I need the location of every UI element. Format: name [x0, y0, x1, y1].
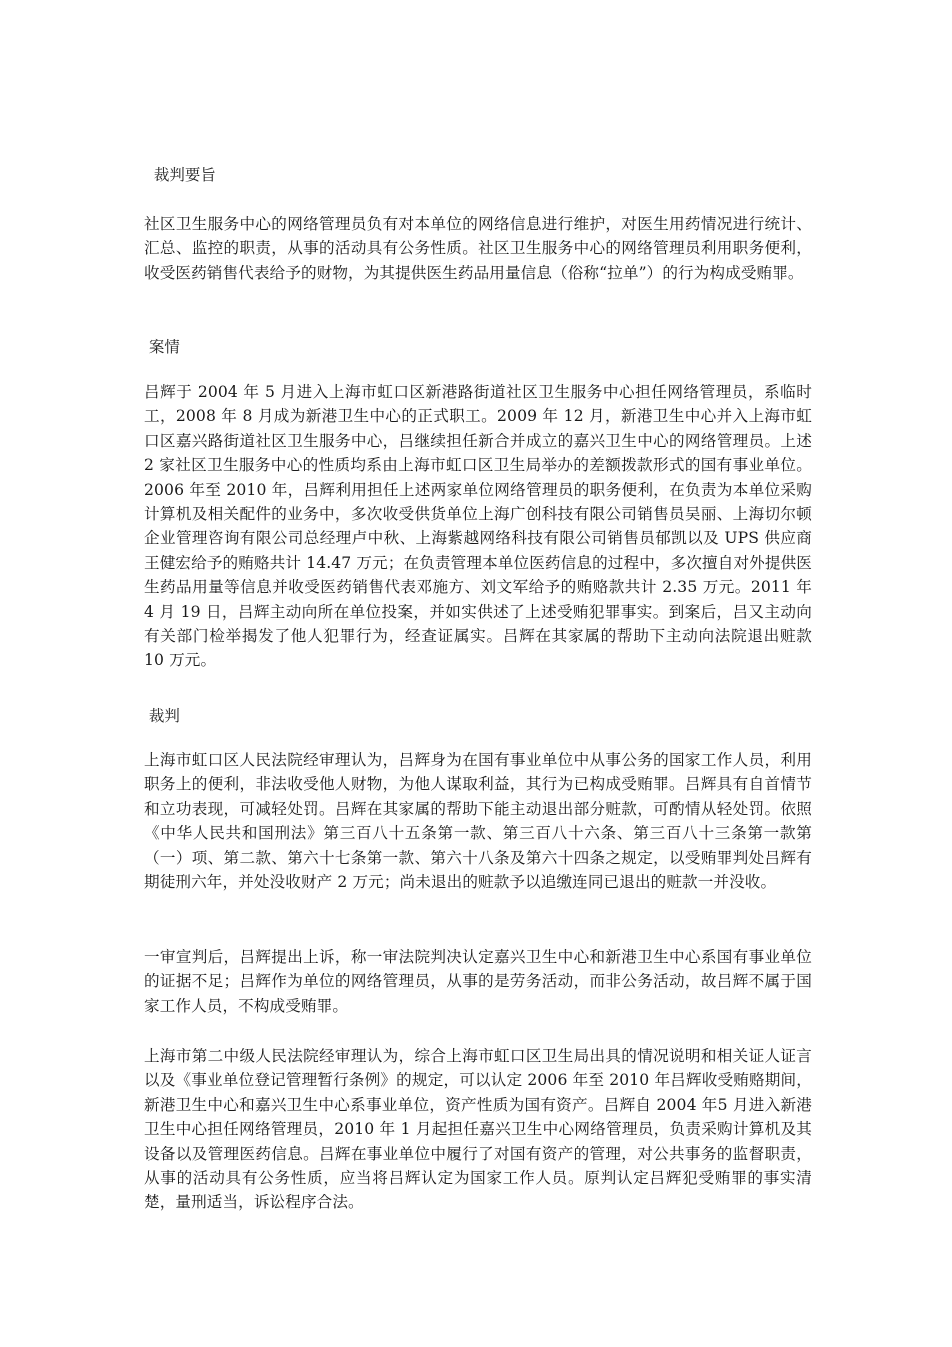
paragraph-second-instance: 上海市第二中级人民法院经审理认为，综合上海市虹口区卫生局出具的情况说明和相关证人证言以及《事业单位登记管理暂行条例》的规定，可以认定 2006 年至 2010 年吕辉收受贿赂期间，新港卫生中心和嘉兴卫生中心系事业单位，资产性质为国有资产。吕辉自 2004 年5 月进入新港卫生中心担任网络管理员，2010 年 1 月起担任嘉兴卫生中心网络管理员，负责采购计算机及其设备以及管理医药信息。吕辉在事业单位中履行了对国有资产的管理，对公共事务的监督职责，从事的活动具有公务性质，应当将吕辉认定为国家工作人员。原判认定吕辉犯受贿罪的事实清楚，量刑适当，诉讼程序合法。	[144, 1047, 812, 1212]
paragraph-first-instance: 上海市虹口区人民法院经审理认为，吕辉身为在国有事业单位中从事公务的国家工作人员，利用职务上的便利，非法收受他人财物，为他人谋取利益，其行为已构成受贿罪。吕辉具有自首情节和立功表现，可减轻处罚。吕辉在其家属的帮助下能主动退出部分赃款，可酌情从轻处罚。依照《中华人民共和国刑法》第三百八十五条第一款、第三百八十六条、第三百八十三条第一款第（一）项、第二款、第六十七条第一款、第六十八条及第六十四条之规定，以受贿罪判处吕辉有期徒刑六年，并处没收财产 2 万元；尚未退出的赃款予以追缴连同已退出的赃款一并没收。	[144, 751, 812, 892]
paragraph-ruling-gist: 社区卫生服务中心的网络管理员负有对本单位的网络信息进行维护，对医生用药情况进行统计、汇总、监控的职责，从事的活动具有公务性质。社区卫生服务中心的网络管理员利用职务便利，收受医药销售代表给予的财物，为其提供医生药品用量信息（俗称“拉单”）的行为构成受贿罪。	[144, 215, 812, 282]
section-heading-case-facts: 案情	[144, 338, 180, 356]
section-heading-ruling-gist: 裁判要旨	[144, 166, 216, 184]
paragraph-appeal: 一审宣判后，吕辉提出上诉，称一审法院判决认定嘉兴卫生中心和新港卫生中心系国有事业单位的证据不足；吕辉作为单位的网络管理员，从事的是劳务活动，而非公务活动，故吕辉不属于国家工作人员，不构成受贿罪。	[144, 948, 812, 1015]
paragraph-case-facts: 吕辉于 2004 年 5 月进入上海市虹口区新港路街道社区卫生服务中心担任网络管理员，系临时工，2008 年 8 月成为新港卫生中心的正式职工。2009 年 12 月，新港卫生中心并入上海市虹口区嘉兴路街道社区卫生服务中心，吕继续担任新合并成立的嘉兴卫生中心的网络管理员。上述 2 家社区卫生服务中心的性质均系由上海市虹口区卫生局举办的差额拨款形式的国有事业单位。2006 年至 2010 年，吕辉利用担任上述两家单位网络管理员的职务便利，在负责为本单位采购计算机及相关配件的业务中，多次收受供货单位上海广创科技有限公司销售员吴丽、上海切尔顿企业管理咨询有限公司总经理卢中秋、上海紫越网络科技有限公司销售员郁凯以及 UPS 供应商王健宏给予的贿赂共计 14.47 万元；在负责管理本单位医药信息的过程中，多次擅自对外提供医生药品用量等信息并收受医药销售代表邓施方、刘文军给予的贿赂款共计 2.35 万元。2011 年 4 月 19 日，吕辉主动向所在单位投案，并如实供述了上述受贿犯罪事实。到案后，吕又主动向有关部门检举揭发了他人犯罪行为，经查证属实。吕辉在其家属的帮助下主动向法院退出赃款 10 万元。	[144, 383, 812, 670]
section-heading-judgment: 裁判	[144, 707, 180, 725]
